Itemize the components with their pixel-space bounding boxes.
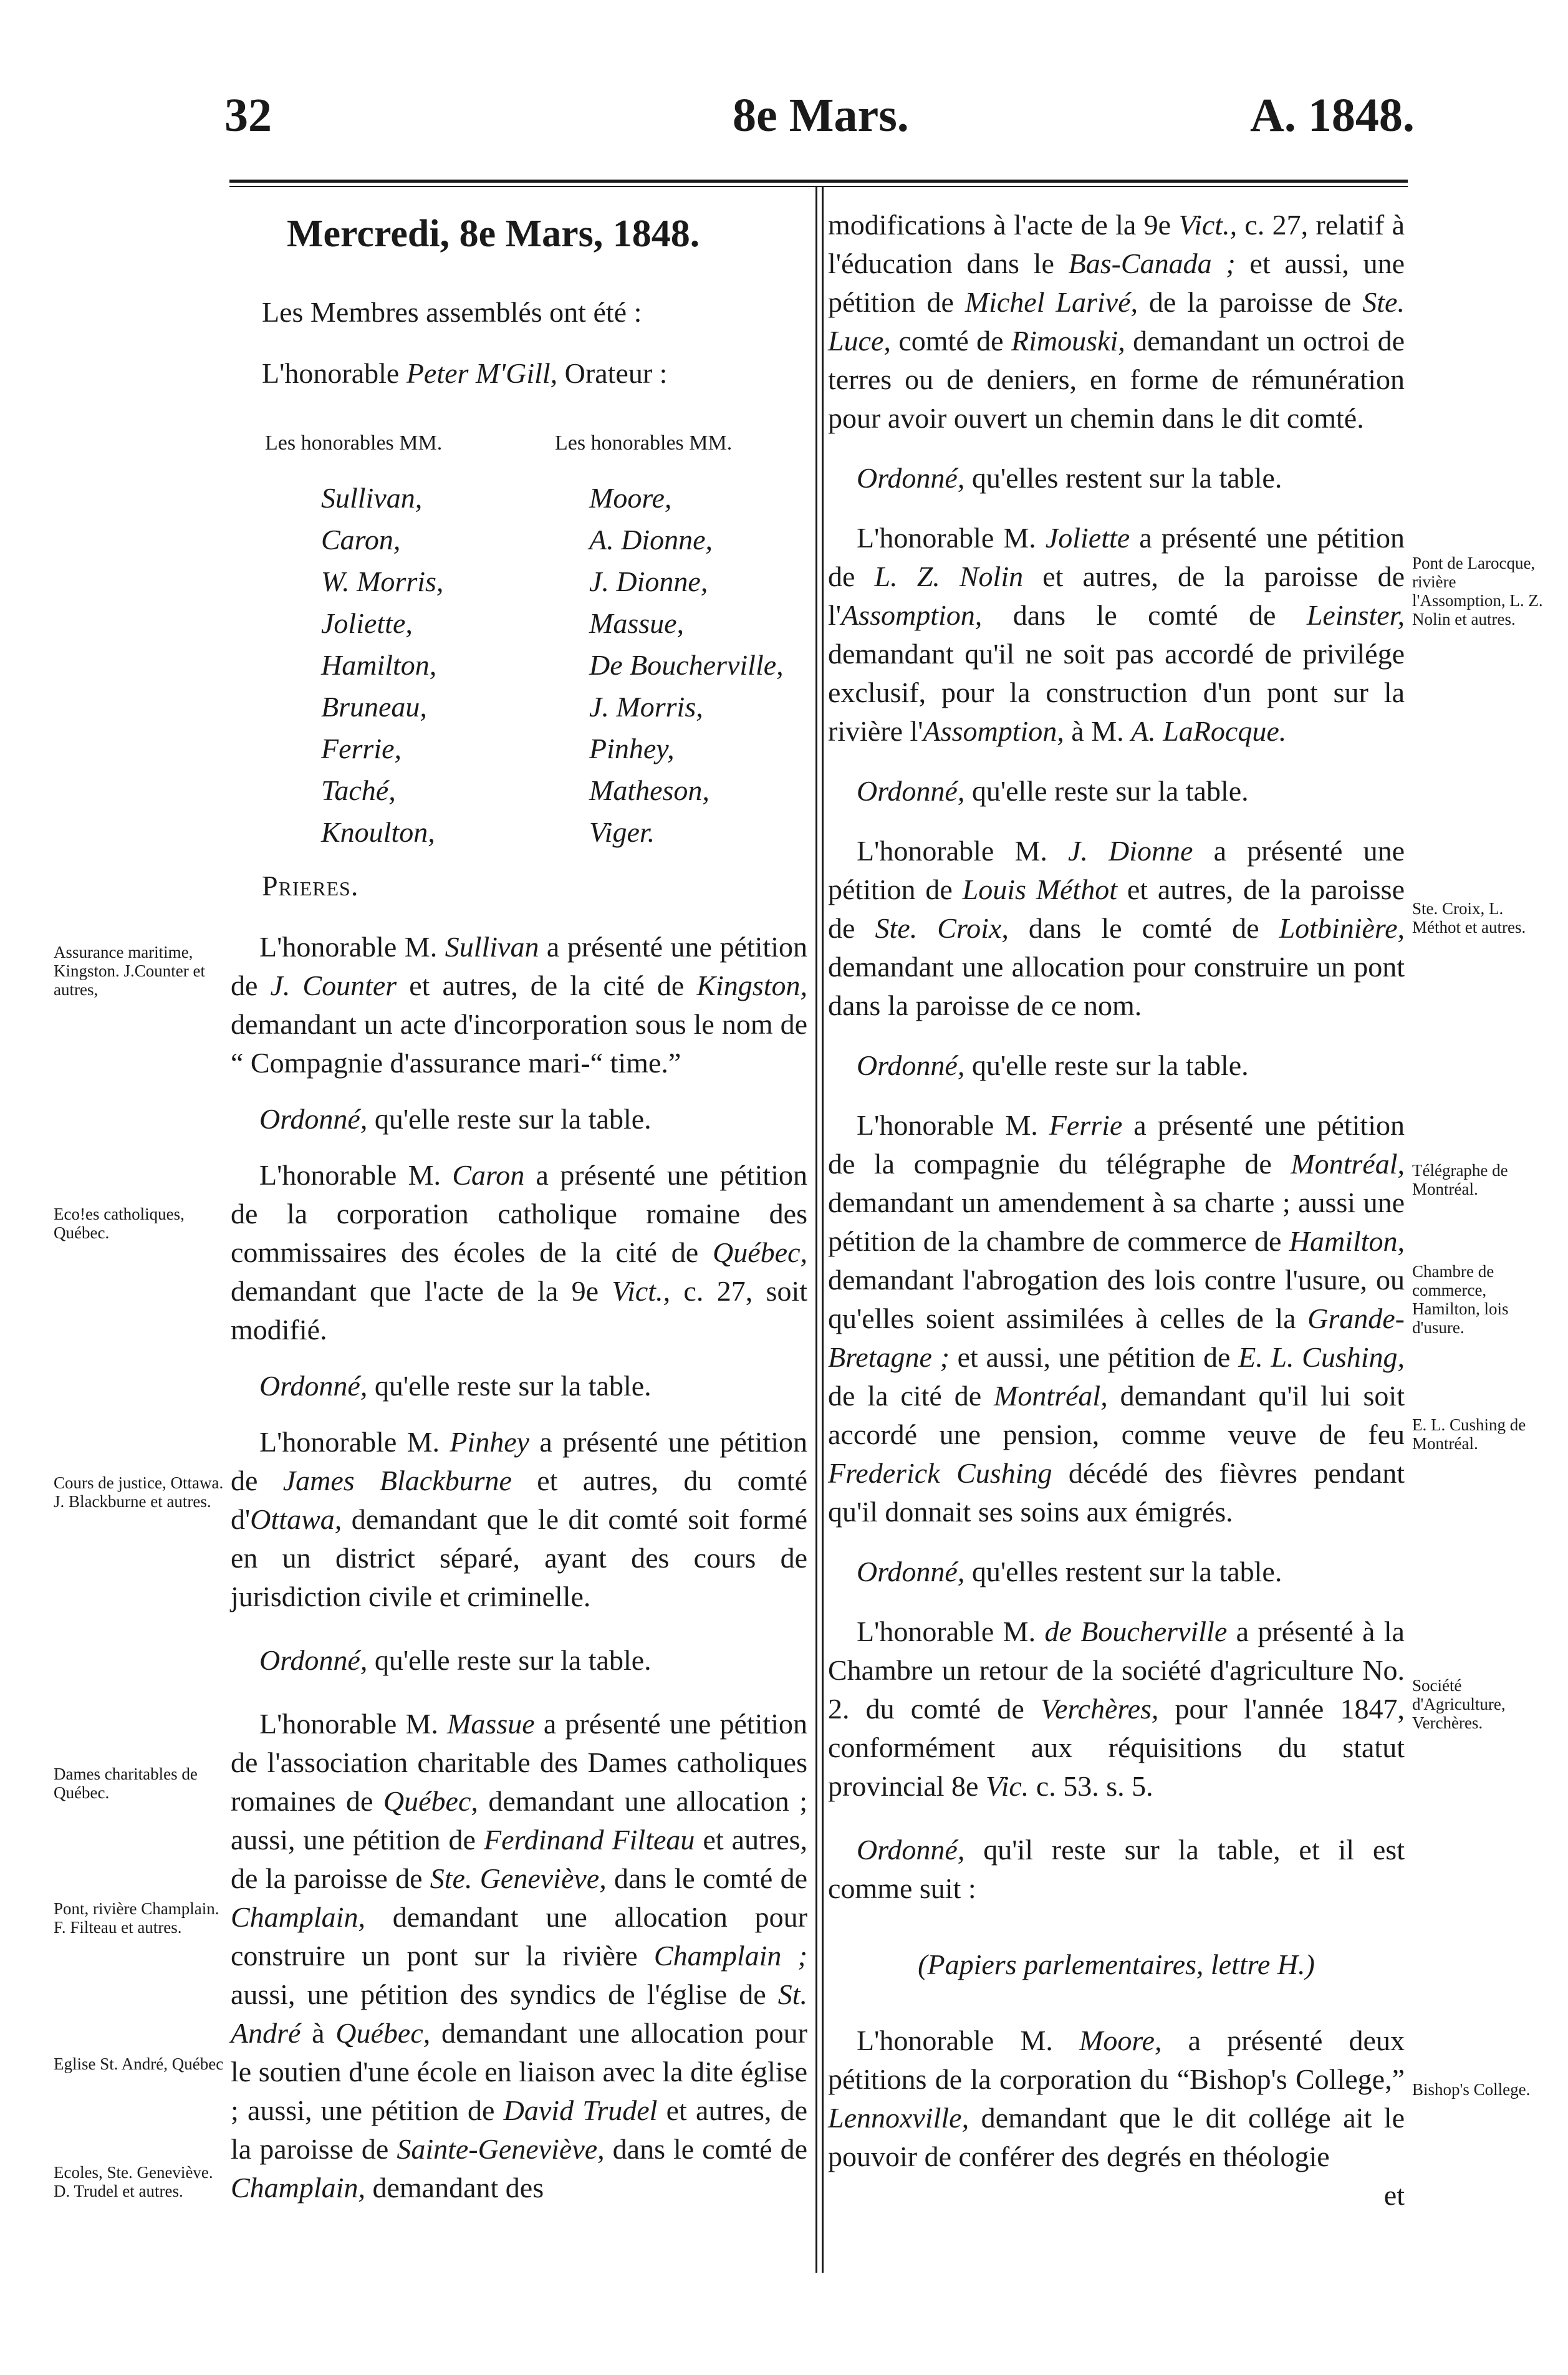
page-number: 32 [224, 89, 272, 142]
petition-moore: L'honorable M. Moore, a présenté deux pétitions de la corporation du “Bishop's College,” Lennoxville, demandant que le dit collége ait le pouvoir de conférer des degrés en théologie [828, 2025, 1405, 2172]
member-name: W. Morris, [321, 566, 444, 597]
parliamentary-papers-note: (Papiers parlementaires, lettre H.) [918, 1949, 1315, 1980]
running-title: 8e Mars. [733, 89, 909, 142]
margin-note-pont-champlain: Pont, rivière Champlain. F. Filteau et autres. [54, 1899, 219, 1937]
column-divider-second [822, 187, 824, 2273]
member-name: Hamilton, [321, 649, 437, 681]
margin-note-telegraphe: Télégraphe de Montréal. [1412, 1161, 1508, 1198]
members-header-b: Les honorables MM. [555, 431, 733, 455]
member-name: Bruneau, [321, 691, 427, 723]
margin-note-societe-agriculture: Société d'Agriculture, Verchères. [1412, 1676, 1506, 1732]
column-divider [815, 187, 817, 2273]
petition-massue: L'honorable M. Massue a présenté une pétition de l'association charitable des Dames catholiques romaines de Québec, demandant une allocation ; aussi, une pétition de Ferdinand Filteau et autres, de la paroisse de Ste. Geneviève, dans le comté de Champlain, demandant une allocation pour construire un pont sur la rivière Champlain ; aussi, une pétition des syndics de l'église de St. André à Québec, demandant une allocation pour le soutien d'une école en liaison avec la dite église ; aussi, une pétition de David Trudel et autres, de la paroisse de Sainte-Geneviève, dans le comté de Champlain, demandant des [231, 1708, 808, 2204]
margin-note-bishops-college: Bishop's College. [1412, 2080, 1531, 2099]
petition-joliette: L'honorable M. Joliette a présenté une pétition de L. Z. Nolin et autres, de la paroisse de l'Assomption, dans le comté de Leinster, demandant qu'il ne soit pas accordé de privilége exclusif, pour la construction d'un pont sur la rivière l'Assomption, à M. A. LaRocque. [828, 522, 1405, 747]
right-body [828, 206, 1405, 2215]
member-name: Knoulton, [321, 816, 435, 848]
assembled-line [262, 293, 798, 332]
members-list-b [589, 477, 784, 853]
petition-caron: L'honorable M. Caron a présenté une pétition de la corporation catholique romaine des commissaires des écoles de la cité de Québec, demandant que l'acte de la 9e Vict., c. 27, soit modifié. [231, 1159, 807, 1346]
header-rule [229, 180, 1408, 183]
order-joliette: Ordonné, qu'elle reste sur la table. [857, 775, 1249, 807]
margin-note-dames-charitables: Dames charitables de Québec. [54, 1765, 198, 1802]
petition-ferrie: L'honorable M. Ferrie a présenté une pétition de la compagnie du télégraphe de Montréal, demandant un amendement à sa charte ; aussi une pétition de la chambre de commerce de Hamilton, demandant l'abrogation des lois contre l'usure, ou qu'elles soient assimilées à celles de la Grande-Bretagne ; et aussi, une pétition de E. L. Cushing, de la cité de Montréal, demandant qu'il lui soit accordé une pension, comme veuve de feu Frederick Cushing décédé des fièvres pendant qu'il donnait ses soins aux émigrés. [828, 1109, 1405, 1528]
left-body [231, 928, 807, 2207]
petition-boucherville: L'honorable M. de Boucherville a présenté à la Chambre un retour de la société d'agriculture No. 2. du comté de Verchères, pour l'année 1847, conformément aux réquisitions du statut provincial 8e Vic. c. 53. s. 5. [828, 1616, 1405, 1802]
margin-note-chambre-commerce: Chambre de commerce, Hamilton, lois d'usure. [1412, 1262, 1509, 1337]
header-rule-thin [229, 186, 1408, 187]
order-caron: Ordonné, qu'elle reste sur la table. [259, 1370, 652, 1402]
margin-note-eglise-st-andre: Eglise St. André, Québec [54, 2055, 224, 2073]
member-name: De Boucherville, [589, 649, 784, 681]
sitting-date-title: Mercredi, 8e Mars, 1848. [287, 213, 700, 255]
member-name: Joliette, [321, 607, 413, 639]
member-name: J. Dionne, [589, 566, 708, 597]
margin-note-ecoles-ste-genevieve: Ecoles, Ste. Geneviève. D. Trudel et autres. [54, 2163, 213, 2200]
member-name: Taché, [321, 774, 396, 806]
members-header-a: Les honorables MM. [265, 431, 443, 455]
speaker-suffix: Orateur : [557, 357, 668, 389]
speaker-line [262, 354, 798, 393]
prieres-heading: Prieres. [262, 870, 359, 902]
member-name: Matheson, [589, 774, 709, 806]
member-name: Caron, [321, 524, 401, 556]
member-name: Massue, [589, 607, 685, 639]
margin-note-cours-justice: Cours de justice, Ottawa. J. Blackburne et autres. [54, 1473, 224, 1511]
member-name: J. Morris, [589, 691, 703, 723]
member-name: Ferrie, [321, 733, 402, 764]
margin-note-ste-croix: Ste. Croix, L. Méthot et autres. [1412, 899, 1526, 937]
assembled-text: Les Membres assemblés ont été : [262, 296, 642, 328]
petition-dionne: L'honorable M. J. Dionne a présenté une pétition de Louis Méthot et autres, de la paroisse de Ste. Croix, dans le comté de Lotbinière, demandant une allocation pour construire un pont dans la paroisse de ce nom. [828, 835, 1405, 1021]
running-year: A. 1848. [1250, 89, 1415, 142]
order-ferrie: Ordonné, qu'elles restent sur la table. [857, 1556, 1282, 1587]
order-dionne: Ordonné, qu'elle reste sur la table. [857, 1049, 1249, 1081]
member-name: Viger. [589, 816, 655, 848]
member-name: A. Dionne, [589, 524, 713, 556]
order-pinhey: Ordonné, qu'elle reste sur la table. [259, 1644, 652, 1676]
margin-note-assurance: Assurance maritime, Kingston. J.Counter et autres, [54, 943, 205, 999]
member-name: Moore, [589, 482, 672, 514]
catchword: et [1383, 2179, 1405, 2211]
speaker-prefix: L'honorable [262, 357, 406, 389]
order-boucherville: Ordonné, qu'il reste sur la table, et il est comme suit : [828, 1834, 1405, 1904]
petition-pinhey: L'honorable M. Pinhey a présenté une pétition de James Blackburne et autres, du comté d'Ottawa, demandant que le dit comté soit formé en un district séparé, ayant des cours de jurisdiction civile et criminelle. [231, 1426, 807, 1612]
member-name: Sullivan, [321, 482, 423, 514]
margin-note-pont-larocque: Pont de Larocque, rivière l'Assomption, L. Z. Nolin et autres. [1412, 554, 1543, 629]
continued-petitions: modifications à l'acte de la 9e Vict., c. 27, relatif à l'éducation dans le Bas-Canada ; et aussi, une pétition de Michel Larivé, de la paroisse de Ste. Luce, comté de Rimouski, demandant un octroi de terres ou de deniers, en forme de rémunération pour avoir ouvert un chemin dans le dit comté. [828, 209, 1405, 434]
speaker-name: Peter M'Gill, [406, 357, 558, 389]
members-list-a [321, 477, 443, 853]
order-sullivan: Ordonné, qu'elle reste sur la table. [259, 1103, 652, 1135]
margin-note-cushing: E. L. Cushing de Montréal. [1412, 1415, 1526, 1453]
petition-sullivan: L'honorable M. Sullivan a présenté une pétition de J. Counter et autres, de la cité de Kingston, demandant un acte d'incorporation sous le nom de “ Compagnie d'assurance mari-“ time.” [231, 931, 807, 1079]
margin-note-ecoles-catholiques: Eco!es catholiques, Québec. [54, 1205, 185, 1242]
member-name: Pinhey, [589, 733, 675, 764]
order-larive: Ordonné, qu'elles restent sur la table. [857, 462, 1282, 494]
